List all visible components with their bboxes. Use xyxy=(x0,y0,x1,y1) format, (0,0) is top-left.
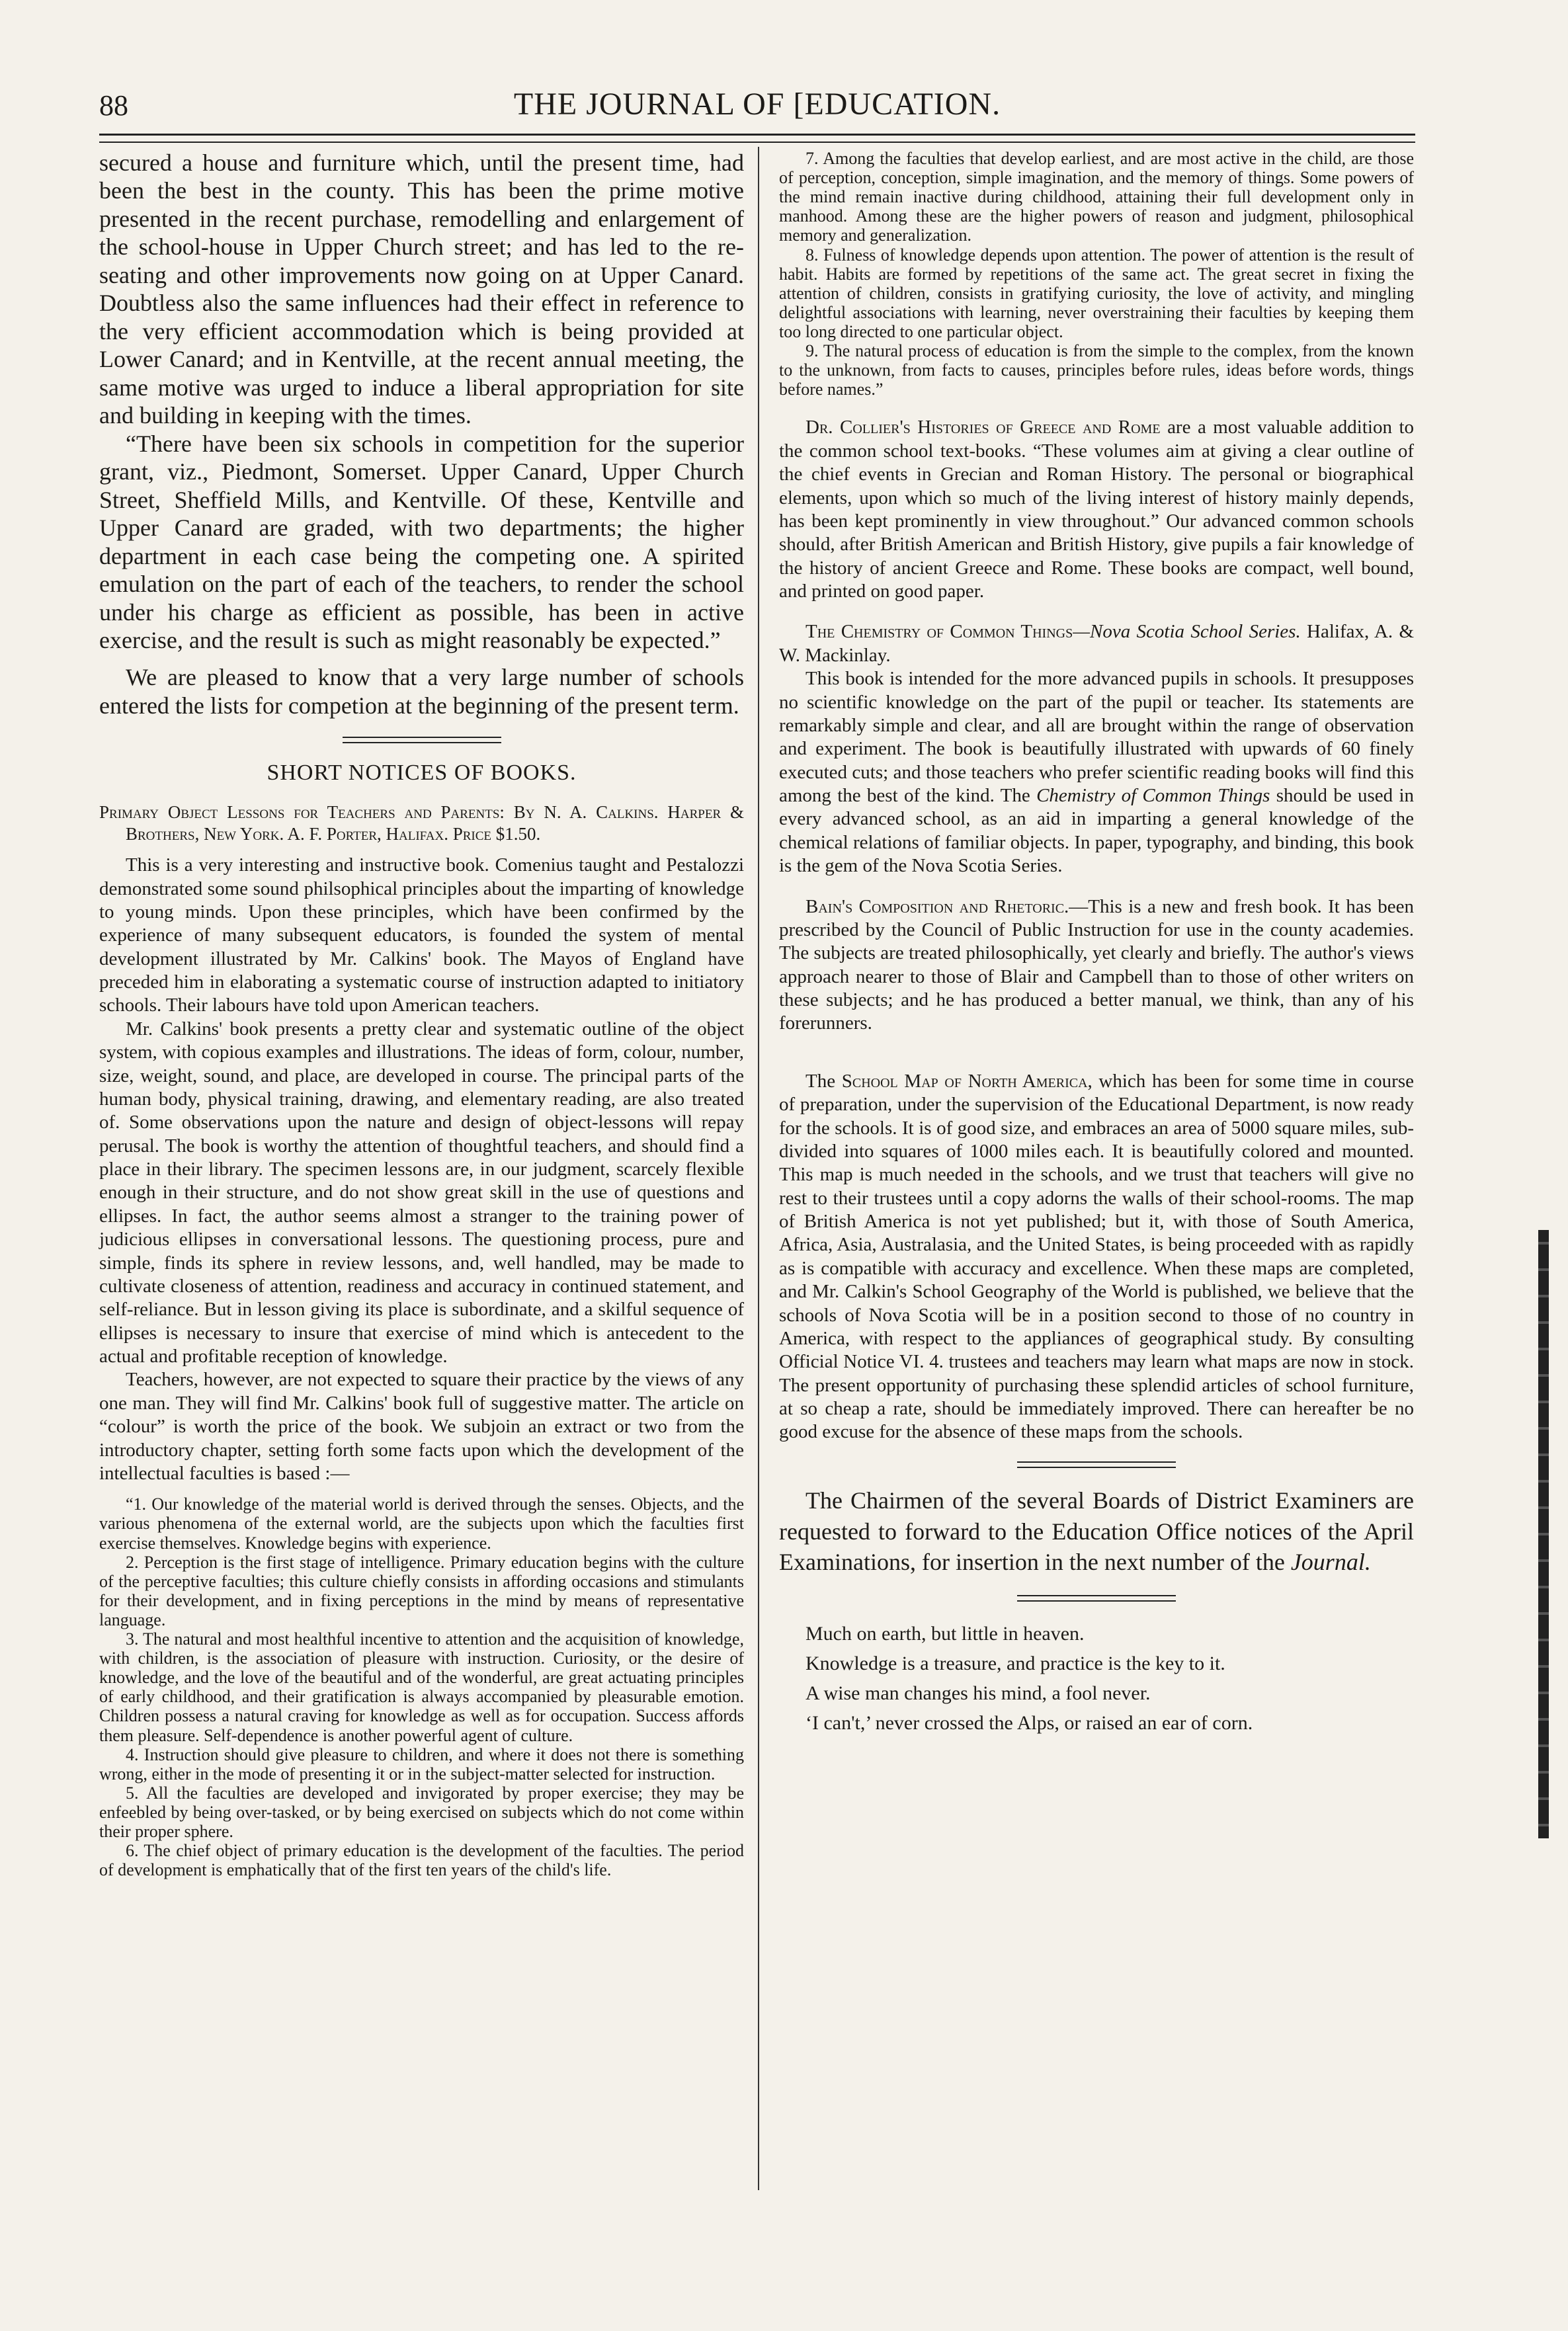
proverb: A wise man changes his mind, a fool never. xyxy=(805,1682,1151,1705)
extract-item: 6. The chief object of primary education is the development of the faculties. The period of development is emphatically that of the first ten years of the child's life. xyxy=(99,1841,744,1880)
review-paragraph: Mr. Calkins' book presents a pretty clear and systematic outline of the object system, with copious examples and illustrations. The ideas of form, colour, number, size, weight, sound, and place, are developed in course. The principal parts of the human body, physical training, drawing, and elementary reading, are also treated of. Some observations upon the nature and design of object-lessons will repay perusal. The book is worthy the attention of thoughtful teachers, and should find a place in their library. The specimen lessons are, in our judgment, scarcely flexible enough in their structure, and do not show great skill in the use of questions and ellipses. In fact, the author seems almost a stranger to the training power of judicious ellipses in conversational lessons. The questioning process, pure and simple, finds its sphere in review lessons, and, well handled, may be made to cultivate closeness of attention, readiness and accuracy in continued statement, and self-reliance. But in lesson giving its place is subordinate, and a skilful sequence of ellipses is necessary to insure that exercise of mind which is antecedent to the actual and profitable reception of knowledge. xyxy=(99,1018,744,1368)
journal-word: Journal. xyxy=(1290,1549,1371,1576)
left-column xyxy=(99,149,744,1879)
book-title: The Chemistry of Common Things xyxy=(805,621,1073,643)
series-name: —Nova Scotia School Series. xyxy=(1073,621,1301,643)
review-bain xyxy=(779,895,1414,1036)
book-title: Primary Object Lessons for Teachers and Parents: By N. A. Calkins. Harper & Brothers, New York. A. F. Porter, Halifax. Price $1.50. xyxy=(99,802,744,844)
paragraph: secured a house and furniture which, until the present time, had been the best in the county. This has been the prime motive presented in the recent purchase, remodelling and enlargement of the school-house in Upper Church street; and has led to the re-seating and other improvements now going on at Upper Canard. Doubtless also the same influences had their effect in reference to the very efficient accommodation which is being provided at Lower Canard; and in Kentville, at the recent annual meeting, the same motive was urged to induce a liberal appropriation for site and building in keeping with the times. xyxy=(99,149,744,429)
proverbs xyxy=(779,1619,1414,1738)
paragraph: We are pleased to know that a very large number of schools entered the lists for competion at the beginning of the present term. xyxy=(99,664,744,719)
review-chemistry xyxy=(779,667,1414,878)
map-title: School Map of North America xyxy=(841,1070,1088,1092)
section-rule xyxy=(1017,1595,1176,1602)
book-title-inline: Chemistry of Common Things xyxy=(1036,785,1270,807)
proverb: Much on earth, but little in heaven. xyxy=(805,1623,1085,1645)
extract-item: 3. The natural and most healthful incentive to attention and the acquisition of knowledge, with children, is the association of pleasure with instruction. Curiosity, or the desire of knowledge, and the love of the beautiful and of the wonderful, are great actuating principles of early childhood, and their gratification is always accompanied by pleasurable emotion. Children possess a natural craving for knowledge as well as for occupation. Success affords them pleasure. Self-dependence is another powerful agent of culture. xyxy=(99,1629,744,1745)
review-text: This book is intended for the more advanced pupils in schools. It presupposes no scientific knowledge on the part of the pupil or teacher. Its statements are remarkably simple and clear, and all are brought within the range of observation and experiment. The book is beautifully illustrated with upwards of 60 finely executed cuts; and those teachers who prefer scientific reading books will find this among the best of the kind. The xyxy=(779,668,1414,807)
extract-item: “1. Our knowledge of the material world is derived through the senses. Objects, and the various phenomena of the external world, are the subjects upon which the faculties first exercise themselves. Knowledge begins with experience. xyxy=(99,1494,744,1553)
extract-item: 8. Fulness of knowledge depends upon attention. The power of attention is the result of habit. Habits are formed by repetitions of the same act. The great secret in fixing the attention of children, consists in gratifying curiosity, the love of activity, and mingling delightful associations with learning, never overstraining their faculties by keeping them too long directed to one particular object. xyxy=(779,245,1414,341)
book-title: Bain's Composition and Rhetoric xyxy=(805,895,1065,917)
page-number: 88 xyxy=(99,89,128,122)
review-collier xyxy=(779,416,1414,603)
review-paragraph: This is a very interesting and instructive book. Comenius taught and Pestalozzi demonstrated some sound philsophical principles about the imparting of knowledge to young minds. Upon these principles, which have been confirmed by the experience of many subsequent educators, is founded the system of mental development illustrated by Mr. Calkins' book. The Mayos of England have preceded him in elaborating a systematic course of instruction adapted to initiatory schools. Their labours have told upon American teachers. xyxy=(99,854,744,1016)
section-rule xyxy=(1017,1461,1176,1468)
header-rule xyxy=(99,134,1415,143)
extract-item: 7. Among the faculties that develop earliest, and are most active in the child, are those of perception, conception, simple imagination, and the memory of things. Some powers of the mind remain inactive during childhood, attaining their full development only in manhood. Among these are the higher powers of reason and judgment, philosophical memory and generalization. xyxy=(779,149,1414,245)
notice-text: The Chairmen of the several Boards of District Examiners are requested to forward to the Education Office notices of the April Examinations, for insertion in the next number of the xyxy=(779,1487,1414,1576)
extract-item: 5. All the faculties are developed and invigorated by proper exercise; they may be enfeebled by being over-tasked, or by being exercised on subjects which do not come within their proper sphere. xyxy=(99,1783,744,1842)
right-column xyxy=(779,149,1414,1738)
scan-edge-mark xyxy=(1538,1230,1549,1838)
examiners-notice xyxy=(779,1485,1414,1578)
extract-item: 4. Instruction should give pleasure to children, and where it does not there is something wrong, either in the mode of presenting it or in the subject-matter selected for instruction. xyxy=(99,1744,744,1783)
book-title: Dr. Collier's Histories of Greece and Rome xyxy=(805,417,1161,438)
extract-item: 9. The natural process of education is from the simple to the complex, from the known to the unknown, from facts to causes, principles before rules, ideas before words, things before names.” xyxy=(779,341,1414,399)
review-text: .—This is a new and fresh book. It has been prescribed by the Council of Public Instruction for use in the county academies. The subjects are treated philosophically, yet clearly and briefly. The author's views approach nearer to those of Blair and Campbell than to those of other writers on these subjects; and he has produced a better manual, we think, than any of his forerunners. xyxy=(779,895,1414,1034)
review-text: The xyxy=(805,1070,836,1092)
review-text: are a most valuable addition to the common school text-books. “These volumes aim at giving a clear outline of the chief events in Grecian and Roman History. The personal or biographical elements, upon which so much of the living interest of history mainly depends, has been kept prominently in view throughout.” Our advanced common schools should, after British American and British History, give pupils a fair knowledge of the history of ancient Greece and Rome. These books are compact, well bound, and printed on good paper. xyxy=(779,417,1414,602)
review-text: should be used in every advanced school, as an aid in imparting a general knowledge of the chemical relations of familiar objects. In paper, typography, and binding, this book is the gem of the Nova Scotia Series. xyxy=(779,785,1414,877)
review-text: , which has been for some time in course of preparation, under the supervision of the Educational Department, is now ready for the schools. It is of good size, and embraces an area of 5000 square miles, sub-divided into squares of 1000 miles each. It is beautifully colored and mounted. This map is much needed in the schools, and we trust that teachers will give no rest to their trustees until a copy adorns the walls of their school-rooms. The map of British America is not yet published; but it, with those of South America, Africa, Asia, Australasia, and the United States, is being proceeded with as rapidly as is compatible with accuracy and excellence. When these maps are completed, and Mr. Calkin's School Geography of the World is published, we believe that the schools of Nova Scotia will be in a position second to those of no country in America, with respect to the appliances of geographical study. By consulting Official Notice VI. 4. trustees and teachers may learn what maps are now in stock. The present opportunity of purchasing these splendid articles of school furniture, at so cheap a rate, should be immediately improved. There can hereafter be no good excuse for the absence of these maps from the schools. xyxy=(779,1070,1414,1443)
review-paragraph: Teachers, however, are not expected to square their practice by the views of any one man. They will find Mr. Calkins' book full of suggestive matter. The article on “colour” is worth the price of the book. We subjoin an extract or two from the introductory chapter, setting forth some facts upon which the development of the intellectual faculties is based :— xyxy=(99,1369,744,1484)
quoted-report: “There have been six schools in competition for the superior grant, viz., Piedmont, Somerset. Upper Canard, Upper Church Street, Sheffield Mills, and Kentville. Of these, Kentville and Upper Canard are graded, with two departments; the higher department in each case being the competing one. A spirited emulation on the part of each of the teachers, to render the school under his charge as efficient as possible, has been in active exercise, and the result is such as might reasonably be expected.” xyxy=(99,430,744,653)
section-title: SHORT NOTICES OF BOOKS. xyxy=(267,760,577,786)
extract-item: 2. Perception is the first stage of intelligence. Primary education begins with the culture of the perceptive faculties; this culture chiefly consists in affording occasions and stimulants for their development, and in fixing perceptions in the mind by means of representative language. xyxy=(99,1552,744,1629)
running-title: THE JOURNAL OF [EDUCATION. xyxy=(513,87,1001,122)
column-divider xyxy=(758,147,759,2190)
publisher: Halifax, A. & W. Mackinlay. xyxy=(779,621,1415,666)
review-chemistry-head xyxy=(779,620,1414,667)
proverb: Knowledge is a treasure, and practice is the key to it. xyxy=(805,1653,1225,1675)
proverb: ‘I can't,’ never crossed the Alps, or raised an ear of corn. xyxy=(805,1712,1253,1735)
map-notice xyxy=(779,1070,1414,1444)
section-rule xyxy=(343,737,501,743)
page-header xyxy=(99,86,1415,132)
